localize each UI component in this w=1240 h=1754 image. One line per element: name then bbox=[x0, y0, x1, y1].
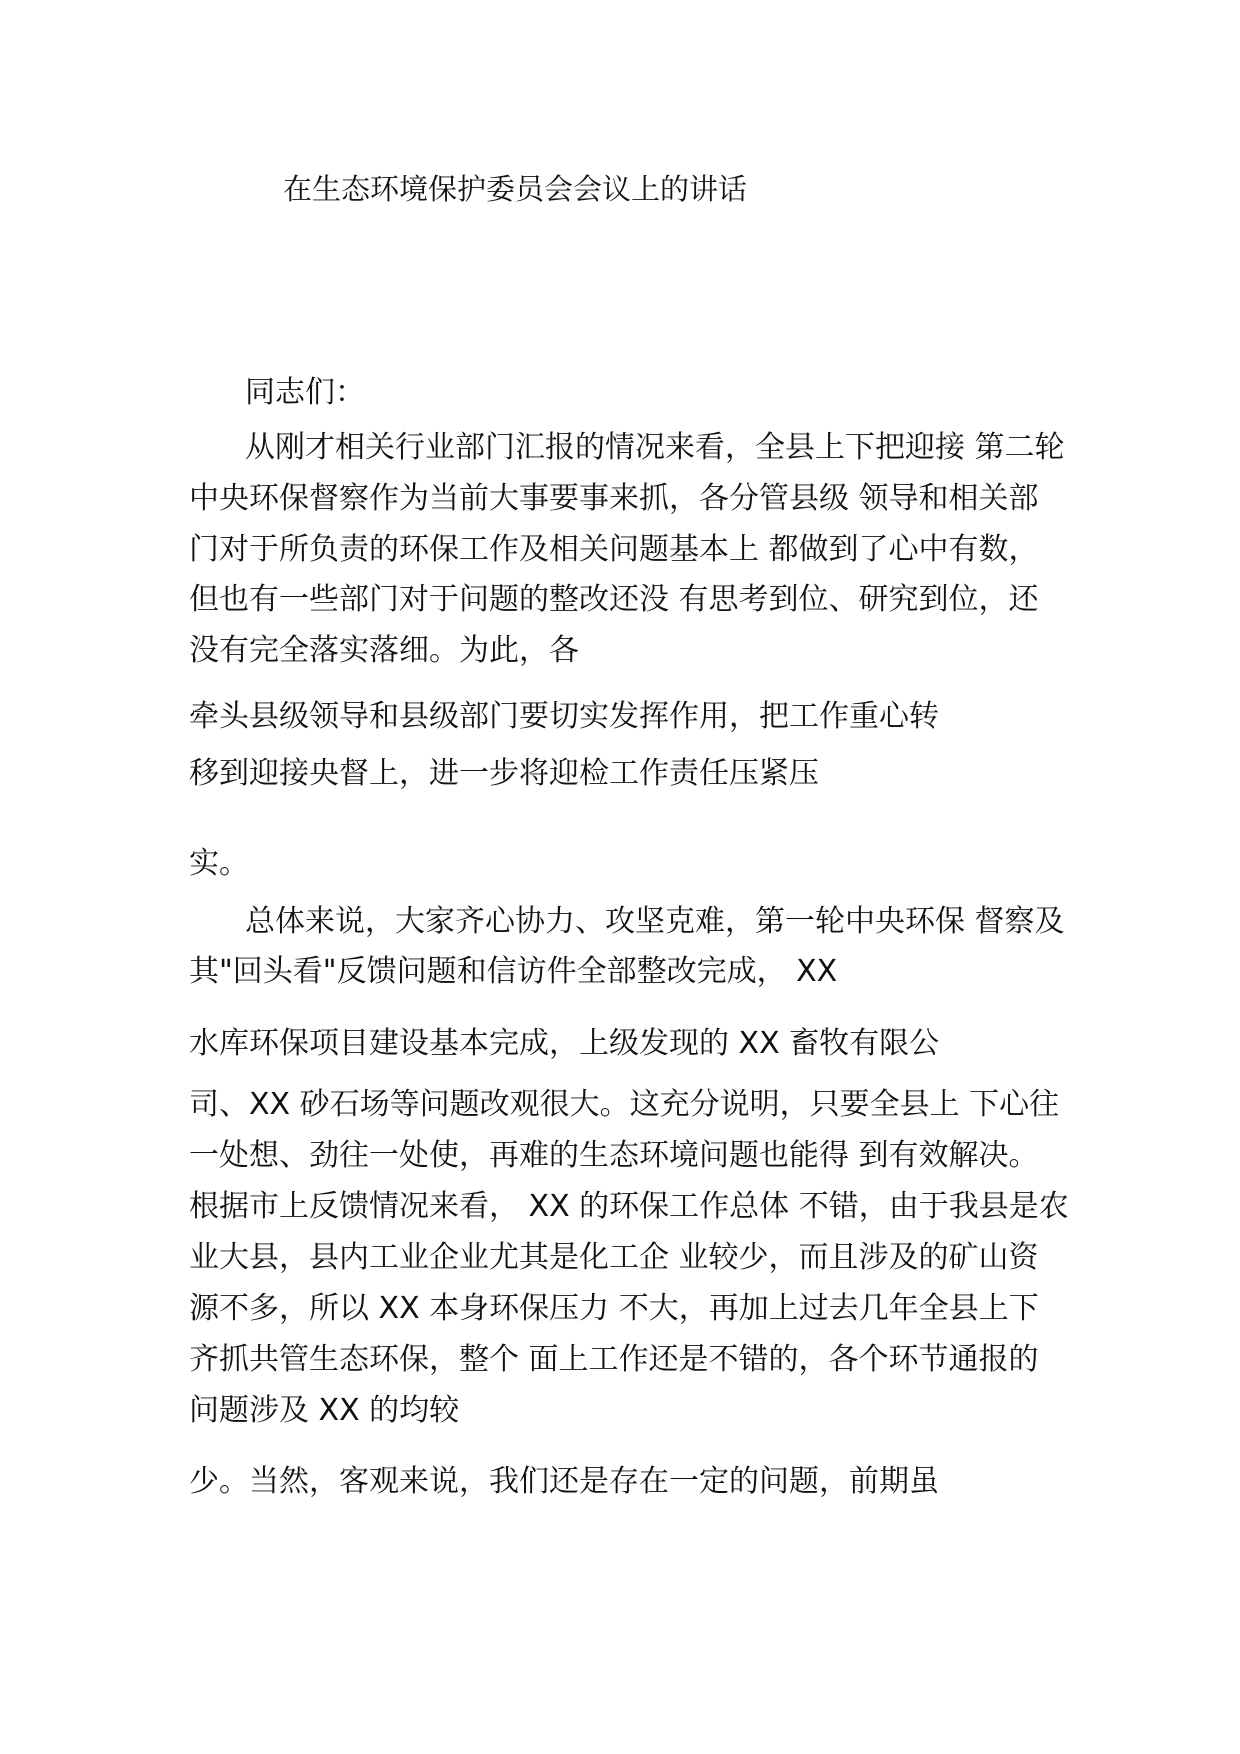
paragraph-line: 源不多，所以 XX 本身环保压力 不大，再加上过去几年全县上下 bbox=[189, 1291, 1039, 1326]
paragraph-line: 其"回头看"反馈问题和信访件全部整改完成， XX bbox=[189, 954, 838, 989]
paragraph-line: 齐抓共管生态环保，整个 面上工作还是不错的，各个环节通报的 bbox=[189, 1342, 1039, 1377]
paragraph-line: 从刚才相关行业部门汇报的情况来看，全县上下把迎接 第二轮 bbox=[245, 430, 1065, 465]
paragraph-line: 门对于所负责的环保工作及相关问题基本上 都做到了心中有数， bbox=[189, 532, 1039, 567]
paragraph-line: 但也有一些部门对于问题的整改还没 有思考到位、研究到位，还 bbox=[189, 582, 1039, 617]
paragraph-line: 实。 bbox=[189, 846, 249, 881]
paragraph-line: 总体来说，大家齐心协力、攻坚克难，第一轮中央环保 督察及 bbox=[245, 904, 1065, 939]
paragraph-line: 少。当然，客观来说，我们还是存在一定的问题，前期虽 bbox=[189, 1464, 939, 1499]
paragraph-line: 根据市上反馈情况来看， XX 的环保工作总体 不错，由于我县是农 bbox=[189, 1189, 1069, 1224]
paragraph-line: 问题涉及 XX 的均较 bbox=[189, 1393, 460, 1428]
paragraph-line: 一处想、劲往一处使，再难的生态环境问题也能得 到有效解决。 bbox=[189, 1138, 1039, 1173]
salutation: 同志们： bbox=[245, 375, 365, 410]
paragraph-line: 业大县，县内工业企业尤其是化工企 业较少，而且涉及的矿山资 bbox=[189, 1240, 1039, 1275]
paragraph-line: 中央环保督察作为当前大事要事来抓，各分管县级 领导和相关部 bbox=[189, 481, 1039, 516]
paragraph-line: 水库环保项目建设基本完成，上级发现的 XX 畜牧有限公 bbox=[189, 1026, 940, 1061]
document-title: 在生态环境保护委员会会议上的讲话 bbox=[283, 172, 748, 206]
paragraph-line: 移到迎接央督上，进一步将迎检工作责任压紧压 bbox=[189, 756, 819, 791]
paragraph-line: 司、XX 砂石场等问题改观很大。这充分说明，只要全县上 下心往 bbox=[189, 1087, 1060, 1122]
paragraph-line: 牵头县级领导和县级部门要切实发挥作用，把工作重心转 bbox=[189, 699, 939, 734]
paragraph-line: 没有完全落实落细。为此，各 bbox=[189, 633, 579, 668]
